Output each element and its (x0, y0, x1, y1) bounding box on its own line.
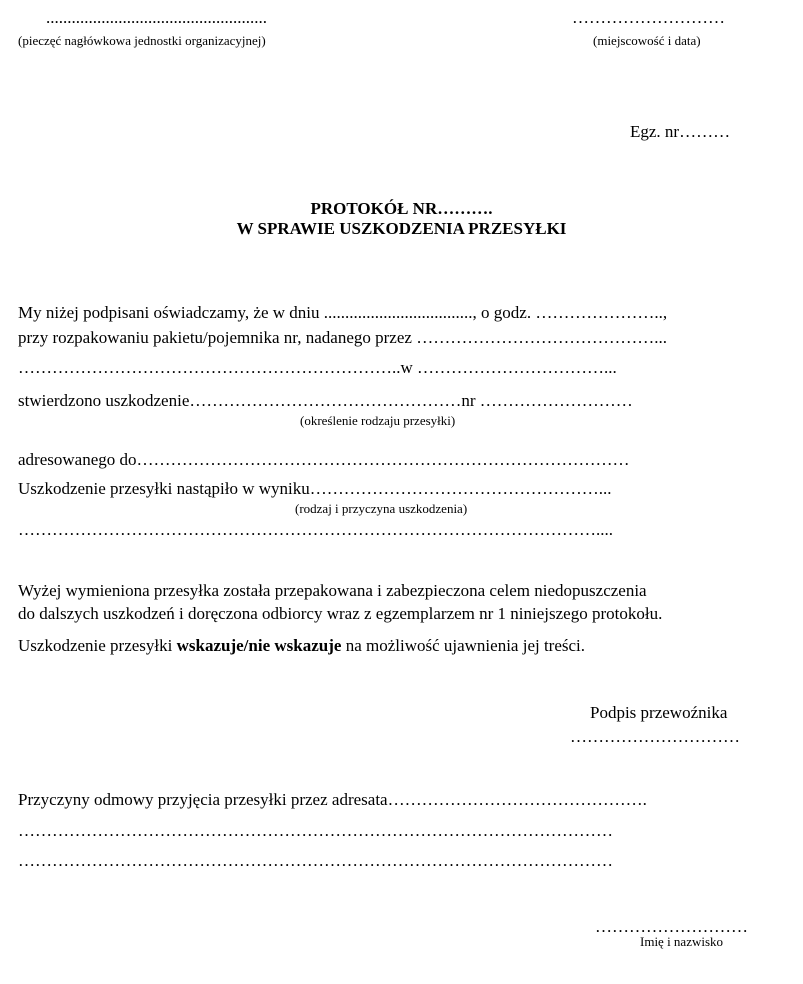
carrier-signature-label: Podpis przewoźnika (590, 703, 728, 722)
body-line-addressee: adresowanego do…………………………………………………………………………… (18, 450, 630, 469)
stamp-caption: (pieczęć nagłówkowa jednostki organizacyjnej) (18, 33, 266, 48)
body-line-sender: …………………………………………………………..w ……………………………... (18, 358, 617, 377)
body-line-cause: Uszkodzenie przesyłki nastąpiło w wyniku……………………………………………... (18, 479, 612, 498)
place-date-caption: (miejscowość i data) (593, 33, 701, 48)
name-signature-caption: Imię i nazwisko (640, 934, 724, 949)
caption-item-type: (określenie rodzaju przesyłki) (300, 413, 456, 428)
name-signature-dots: ……………………… (595, 917, 748, 936)
body-line-damage: stwierdzono uszkodzenie…………………………………………nr ……………………… (18, 391, 633, 410)
paragraph-content-exposure-post: na możliwość ujawnienia jej treści. (341, 636, 586, 655)
refusal-reasons-dots-1: …………………………………………………………………………………………… (18, 821, 613, 840)
document-subtitle: W SPRAWIE USZKODZENIA PRZESYŁKI (236, 219, 567, 238)
caption-damage-cause: (rodzaj i przyczyna uszkodzenia) (295, 501, 468, 516)
paragraph-content-exposure (18, 636, 585, 656)
body-line-package: przy rozpakowaniu pakietu/pojemnika nr, nadanego przez ……………………………………... (18, 328, 667, 347)
body-line-cause-continued: ………………………………………………………………………………………….... (18, 520, 613, 539)
paragraph-repack-line1: Wyżej wymieniona przesyłka została przepakowana i zabezpieczona celem niedopuszczenia (18, 581, 647, 600)
body-line-date-time: My niżej podpisani oświadczamy, że w dniu ..................................., o godz. ………………….., (18, 303, 668, 322)
copy-number: Egz. nr……… (630, 122, 731, 141)
paragraph-content-exposure-pre: Uszkodzenie przesyłki (18, 636, 177, 655)
document-title: PROTOKÓŁ NR………. (310, 199, 493, 218)
carrier-signature-dots: ………………………… (570, 727, 740, 746)
paragraph-repack-line2: do dalszych uszkodzeń i doręczona odbiorcy wraz z egzemplarzem nr 1 niniejszego protokołu. (18, 604, 663, 623)
stamp-dots: .................................................... (46, 8, 267, 27)
refusal-reasons-line: Przyczyny odmowy przyjęcia przesyłki przez adresata………………………………………. (18, 790, 647, 809)
indicates-option: wskazuje/nie wskazuje (176, 636, 342, 655)
refusal-reasons-dots-2: …………………………………………………………………………………………… (18, 851, 613, 870)
place-date-dots: ……………………… (572, 8, 725, 27)
